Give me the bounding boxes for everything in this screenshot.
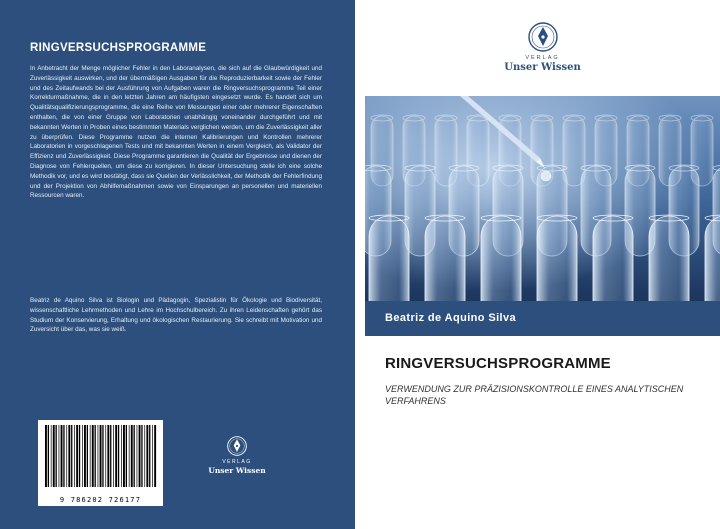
- barcode-icon: [43, 425, 158, 491]
- publisher-verlag: VERLAG: [222, 459, 252, 465]
- author-name: Beatriz de Aquino Silva: [385, 312, 517, 324]
- back-cover: [0, 0, 355, 529]
- book-subtitle: VERWENDUNG ZUR PRÄZISIONSKONTROLLE EINES ANALYTISCHEN VERFAHRENS: [385, 384, 684, 406]
- back-cover-title: RINGVERSUCHSPROGRAMME: [30, 42, 207, 54]
- book-title: RINGVERSUCHSPROGRAMME: [385, 355, 611, 372]
- pen-nib-seal-icon: [227, 436, 247, 456]
- publisher-name: Unser Wissen: [504, 62, 581, 73]
- author-bio: Beatriz de Aquino Silva ist Biologin und Pädagogin, Spezialistin für Ökologie und Biodiversität, wissenschaftliche Lehrmethoden und Lehre im Hochschulbereich. Zu ihren Leidenschaften gehört das Studium der Konservierung, Erhaltung und ökologischen Restaurierung. Sie schreibt mit Motivation und Zuversicht über das, was sie weiß.: [30, 297, 322, 334]
- publisher-verlag: VERLAG: [525, 55, 560, 61]
- back-cover-blurb: In Anbetracht der Menge möglicher Fehler in den Laboranalysen, die sich auf die Glaubwürdigkeit und Zuverlässigkeit auswirken, und der übermäßigen Ausgaben für die Reproduzierbarkeit sowie der Fehler und des Zeitaufwands bei der Ausführung von Aufgaben waren die Ringversuchsprogramme Teil einer Korrekturmaßnahme, die in den letzten Jahren am häufigsten eingesetzt wurde. Es handelt sich um Qualitätsqualifizierungsprogramme, die eine Reihe von Messungen einer oder mehrerer Eigenschaften enthalten, die von einer Gruppe von Laboratorien unabhängig voneinander durchgeführt und mit bekannten Werten in Proben eines bestimmten Materials verglichen werden, um die Zuverlässigkeit aller zu überprüfen. Diese Programme nutzen die internen Kalibrierungen und Kontrollen mehrerer Laboratorien in vorgeschlagenen Tests und mit bekannten Werten in einem Vergleich, als Validator der Effizienz und Zuverlässigkeit. Diese Programme garantieren die Qualität der Ergebnisse und dienen der Diagnose von Fehlerquellen, um diese zu korrigieren. In dieser Untersuchung stelle ich eine solche Methodik vor, und es wird bestätigt, dass sie Quellen der Verlässlichkeit, der Methodik der Fehlerfindung und der Projektion von Abhilfemaßnahmen sowie von Einsparungen an personellen und materiellen Ressourcen waren.: [30, 65, 322, 200]
- pen-nib-seal-icon: [528, 22, 558, 52]
- publisher-name: Unser Wissen: [208, 466, 266, 475]
- front-cover: [365, 0, 720, 529]
- cover-photo-test-tubes: [365, 96, 720, 301]
- author-bar: [365, 301, 720, 336]
- publisher-logo-back: [206, 436, 268, 475]
- barcode: [38, 420, 163, 506]
- publisher-logo-front: [365, 22, 720, 73]
- spine: [355, 0, 365, 529]
- isbn-number: 9 786202 726177: [59, 496, 142, 504]
